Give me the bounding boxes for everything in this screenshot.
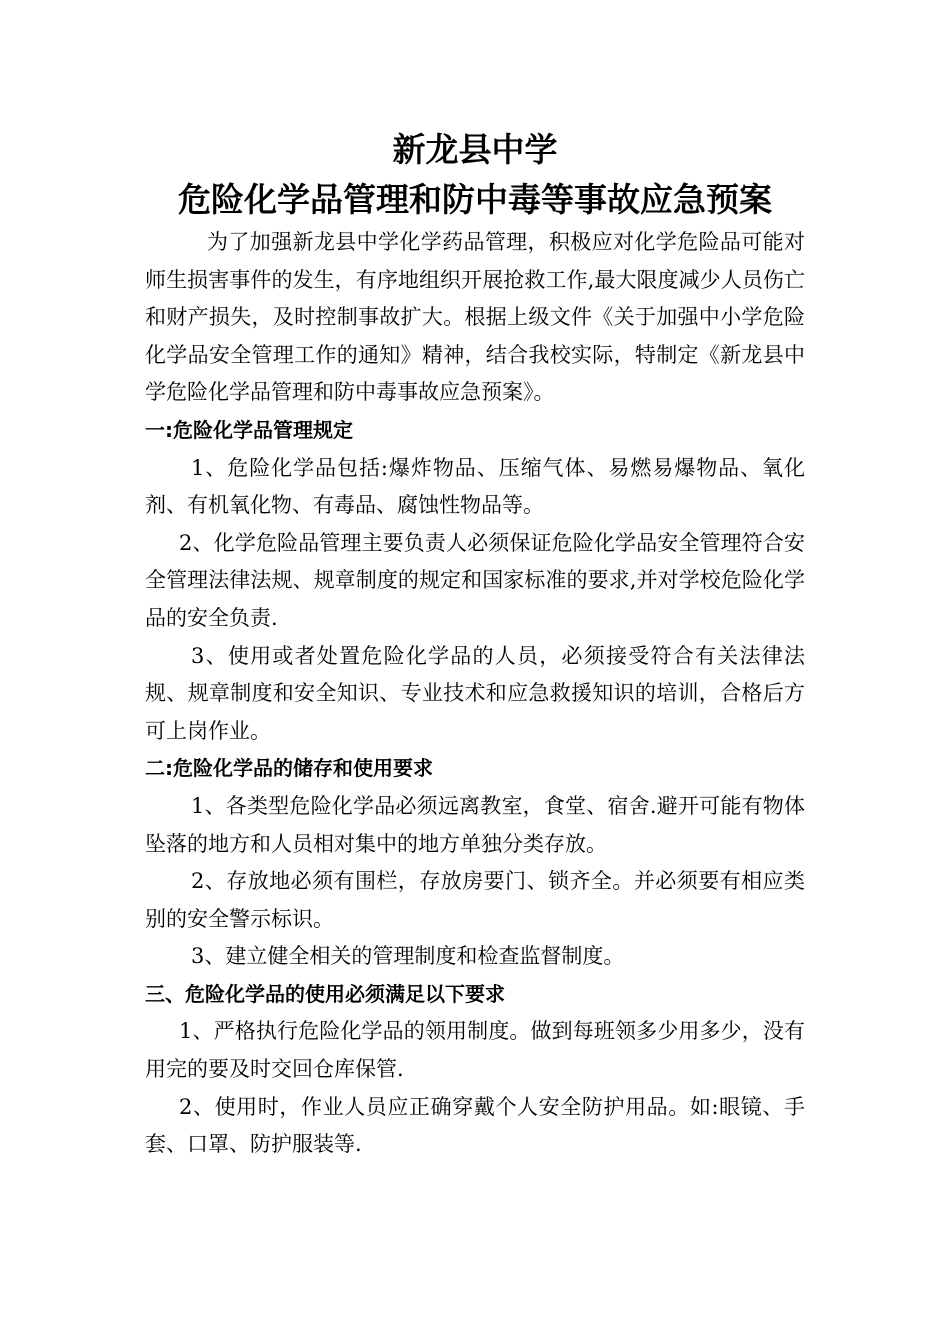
document-title-school: 新龙县中学 [392, 130, 558, 169]
intro-paragraph: 为了加强新龙县中学化学药品管理，积极应对化学危险品可能对师生损害事件的发生，有序地组织开展抢救工作,最大限度减少人员伤亡和财产损失，及时控制事故扩大。根据上级文件《关于加强中小学危险化学品安全管理工作的通知》精神，结合我校实际，特制定《新龙县中学危险化学品管理和防中毒事故应急预案》。 [145, 230, 805, 405]
section-heading-1: 一:危险化学品管理规定 [145, 417, 353, 442]
section-2-item-1: 1、各类型危险化学品必须远离教室，食堂、宿舍.避开可能有物体坠落的地方和人员相对集中的地方单独分类存放。 [145, 793, 805, 856]
section-heading-3: 三、危险化学品的使用必须满足以下要求 [145, 981, 505, 1006]
document-title-plan: 危险化学品管理和防中毒等事故应急预案 [178, 180, 772, 219]
section-2-item-2: 2、存放地必须有围栏，存放房要门、锁齐全。并必须要有相应类别的安全警示标识。 [145, 869, 805, 931]
section-3-item-1: 1、严格执行危险化学品的领用制度。做到每班领多少用多少，没有用完的要及时交回仓库保管. [145, 1019, 805, 1082]
section-1-item-2: 2、化学危险品管理主要负责人必须保证危险化学品安全管理符合安全管理法律法规、规章制度的规定和国家标准的要求,并对学校危险化学品的安全负责. [145, 530, 805, 630]
section-1-item-3: 3、使用或者处置危险化学品的人员，必须接受符合有关法律法规、规章制度和安全知识、专业技术和应急救援知识的培训，合格后方可上岗作业。 [145, 643, 805, 743]
section-1-item-1: 1、危险化学品包括:爆炸物品、压缩气体、易燃易爆物品、氧化剂、有机氧化物、有毒品、腐蚀性物品等。 [145, 455, 805, 518]
section-2-item-3: 3、建立健全相关的管理制度和检查监督制度。 [191, 944, 625, 969]
document-body [145, 224, 805, 1164]
section-heading-2: 二:危险化学品的储存和使用要求 [145, 756, 433, 781]
section-3-item-2: 2、使用时，作业人员应正确穿戴个人安全防护用品。如:眼镜、手套、口罩、防护服装等. [145, 1094, 805, 1157]
